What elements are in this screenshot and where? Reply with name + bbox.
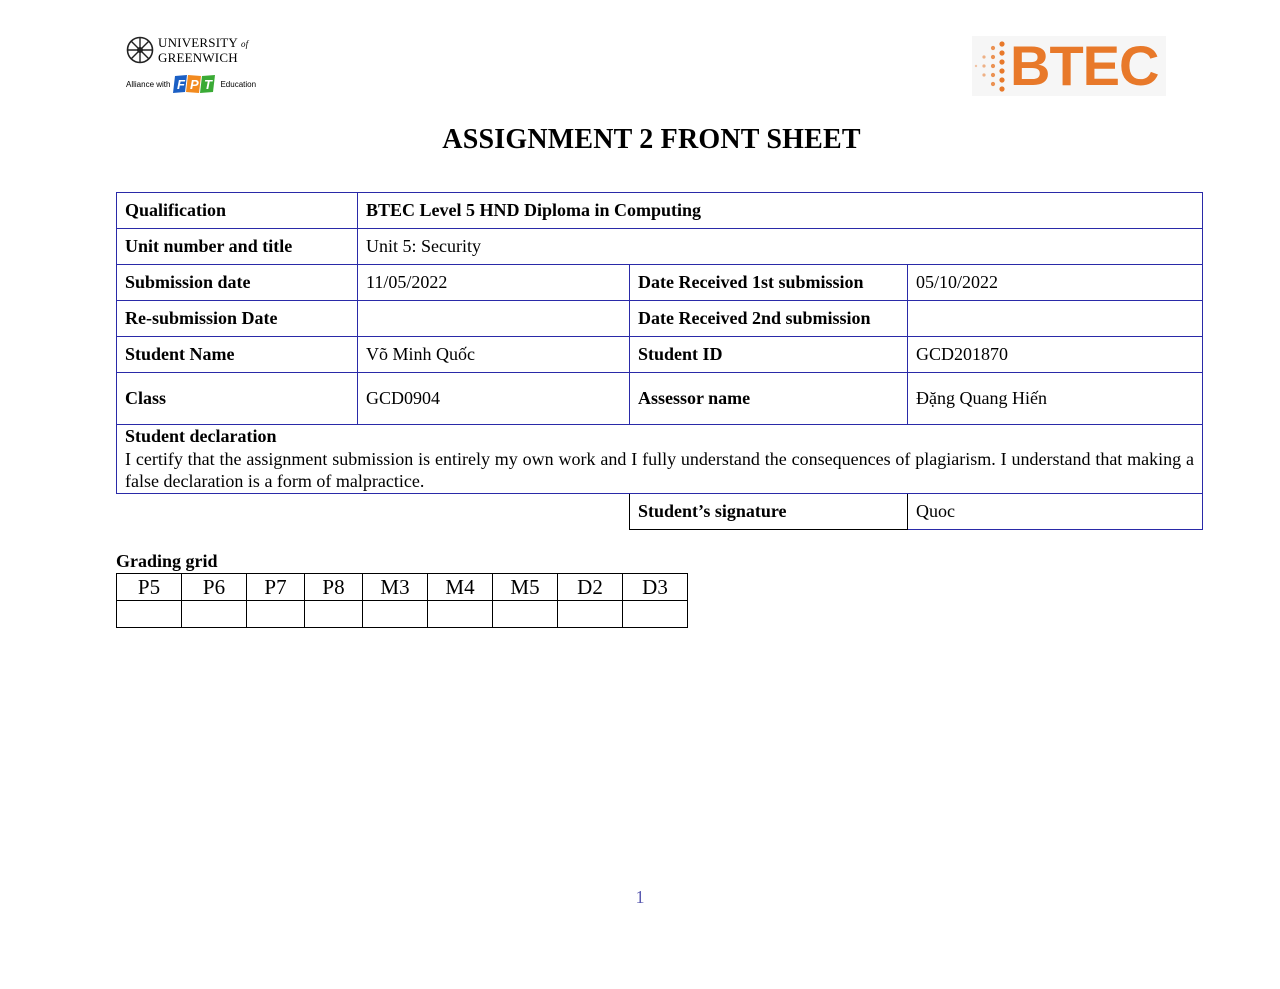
grading-grid-label: Grading grid [116,551,218,571]
grade-criterion-m5: M5 [493,574,558,601]
student-id-label: Student ID [630,337,908,373]
greenwich-word: GREENWICH [158,50,238,65]
grading-value-row [117,601,688,628]
received-2nd-value [908,301,1203,337]
front-sheet-table [116,192,1203,530]
resubmission-date-value [358,301,630,337]
submission-date-value: 11/05/2022 [358,265,630,301]
grade-criterion-p8: P8 [305,574,363,601]
grade-cell [558,601,623,628]
greenwich-emblem-icon [126,36,154,64]
qualification-label: Qualification [117,193,358,229]
grade-criterion-p5: P5 [117,574,182,601]
class-value: GCD0904 [358,373,630,425]
assessor-value: Đặng Quang Hiến [908,373,1203,425]
assessor-label: Assessor name [630,373,908,425]
grade-criterion-p7: P7 [247,574,305,601]
table-row [117,493,1203,529]
grade-cell [363,601,428,628]
grade-criterion-m3: M3 [363,574,428,601]
alliance-text: Alliance with [126,79,171,89]
received-1st-value: 05/10/2022 [908,265,1203,301]
grading-header-row [117,574,688,601]
unit-label: Unit number and title [117,229,358,265]
grade-cell [428,601,493,628]
education-text: Education [220,79,257,89]
signature-label: Student’s signature [630,493,908,529]
grade-criterion-m4: M4 [428,574,493,601]
grade-criterion-d2: D2 [558,574,623,601]
student-id-value: GCD201870 [908,337,1203,373]
grade-criterion-d3: D3 [623,574,688,601]
fpt-letter-t: T [204,77,213,92]
table-row [117,301,1203,337]
class-label: Class [117,373,358,425]
university-word: UNIVERSITY [158,35,238,50]
submission-date-label: Submission date [117,265,358,301]
university-of-greenwich-logo [126,36,261,100]
grade-cell [182,601,247,628]
grade-cell [305,601,363,628]
student-name-label: Student Name [117,337,358,373]
fpt-letter-f: F [177,77,186,92]
declaration-text: I certify that the assignment submission is entirely my own work and I fully understand the consequences of plagiarism. I understand that making a false declaration is a form of malpractice. [125,448,1195,491]
grade-cell [117,601,182,628]
grade-cell [623,601,688,628]
signature-value: Quoc [908,493,1203,529]
table-row [117,373,1203,425]
student-declaration [117,425,1203,494]
received-1st-label: Date Received 1st submission [630,265,908,301]
fpt-letter-p: P [190,77,200,92]
table-row [117,193,1203,229]
unit-value: Unit 5: Security [358,229,1203,265]
grading-grid [116,573,688,628]
table-row [117,425,1203,494]
page-number: 1 [635,887,645,907]
fpt-logo-icon [173,74,217,94]
qualification-value: BTEC Level 5 HND Diploma in Computing [358,193,1203,229]
received-2nd-label: Date Received 2nd submission [630,301,908,337]
empty-cell [117,493,630,529]
grade-cell [247,601,305,628]
grade-criterion-p6: P6 [182,574,247,601]
table-row [117,229,1203,265]
student-name-value: Võ Minh Quốc [358,337,630,373]
btec-wordmark: BTEC [1010,34,1159,97]
btec-dots-icon [972,36,1010,96]
resubmission-date-label: Re-submission Date [117,301,358,337]
page-title: ASSIGNMENT 2 FRONT SHEET [442,124,861,155]
university-of-word: of [240,39,249,49]
table-row [117,265,1203,301]
grade-cell [493,601,558,628]
declaration-title: Student declaration [125,426,277,446]
table-row [117,337,1203,373]
btec-logo [972,36,1166,96]
